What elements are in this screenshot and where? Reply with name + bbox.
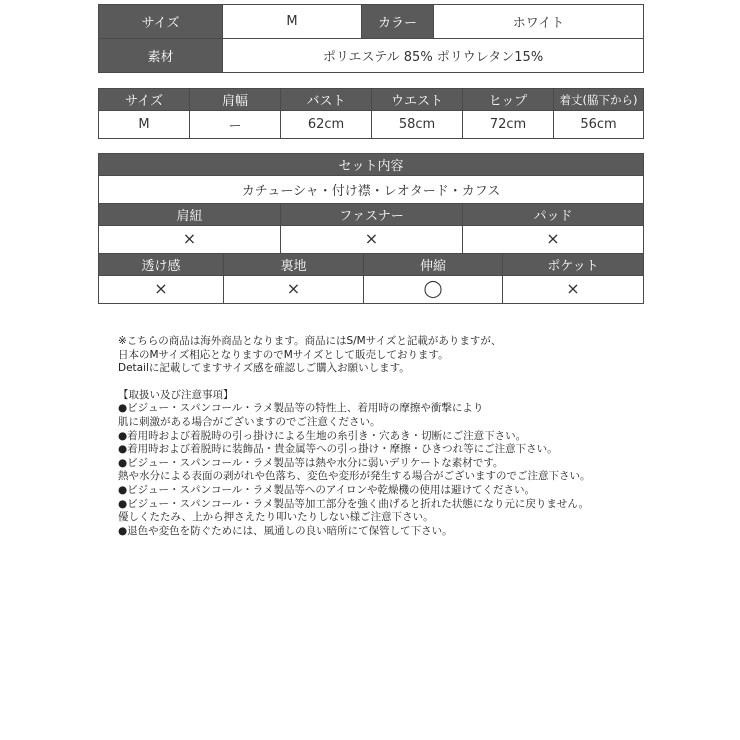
header-straps: 肩紐 xyxy=(99,204,281,226)
material-label: 素材 xyxy=(99,39,223,73)
set-contents-label: セット内容 xyxy=(99,154,644,176)
header-pocket: ポケット xyxy=(503,254,644,276)
header-shoulder: 肩幅 xyxy=(190,89,281,111)
note-line: 肌に刺激がある場合がございますのでご注意ください。 xyxy=(118,415,381,428)
value-size: M xyxy=(99,111,190,139)
color-value: ホワイト xyxy=(434,5,644,39)
note-line: 熱や水分による表面の剥がれや色落ち、変色や変形が発生する場合がございますのでご注意下さい。 xyxy=(118,470,591,483)
sheerness-cell xyxy=(99,276,224,304)
cross-mark: × xyxy=(364,229,379,248)
header-pad: パッド xyxy=(463,204,644,226)
value-hip: 72cm xyxy=(463,111,554,139)
size-label: サイズ xyxy=(99,5,223,39)
straps-cell xyxy=(99,226,281,254)
pocket-cell xyxy=(503,276,644,304)
cross-mark: × xyxy=(182,229,197,248)
note-line: ●退色や変色を防ぐためには、風通しの良い暗所にて保管して下さい。 xyxy=(118,524,453,537)
header-length: 着丈(脇下から) xyxy=(554,89,644,111)
measurement-table xyxy=(98,88,644,139)
note-line: ※こちらの商品は海外商品となります。商品にはS/Mサイズと記載がありますが、 xyxy=(118,335,502,347)
note-line: ●着用時および着脱時に装飾品・貴金属等への引っ掛け・摩擦・ひきつれ等にご注意下さい。 xyxy=(118,443,558,456)
header-sheerness: 透け感 xyxy=(99,254,224,276)
circle-mark: ◯ xyxy=(423,279,443,299)
cross-mark: × xyxy=(286,279,301,298)
zipper-cell xyxy=(281,226,463,254)
header-zipper: ファスナー xyxy=(281,204,463,226)
header-size: サイズ xyxy=(99,89,190,111)
stretch-cell xyxy=(364,276,503,304)
set-contents-value: カチューシャ・付け襟・レオタード・カフス xyxy=(99,176,644,204)
notes-block xyxy=(118,335,591,538)
header-hip: ヒップ xyxy=(463,89,554,111)
note-line: ●着用時および着脱時の引っ掛けによる生地の糸引き・穴あき・切断にご注意下さい。 xyxy=(118,429,527,442)
color-label: カラー xyxy=(362,5,434,39)
header-lining: 裏地 xyxy=(224,254,364,276)
value-shoulder: ー xyxy=(190,111,281,139)
pad-cell xyxy=(463,226,644,254)
header-bust: バスト xyxy=(281,89,372,111)
set-contents-table xyxy=(98,153,644,304)
cross-mark: × xyxy=(154,279,168,298)
note-line: ●ビジュー・スパンコール・ラメ製品等は熱や水分に弱いデリケートな素材です。 xyxy=(118,456,504,469)
value-length: 56cm xyxy=(554,111,644,139)
lining-cell xyxy=(224,276,364,304)
cross-mark: × xyxy=(566,279,580,298)
care-instructions xyxy=(118,389,591,539)
note-line: 優しくたたみ、上から押さえたり叩いたりしない様ご注意下さい。 xyxy=(118,511,434,524)
header-stretch: 伸縮 xyxy=(364,254,503,276)
note-line: Detailに記載してますサイズ感を確認しご購入お願いします。 xyxy=(118,362,410,375)
note-line: ●ビジュー・スパンコール・ラメ製品等へのアイロンや乾燥機の使用は避けてください。 xyxy=(118,483,535,496)
size-value: M xyxy=(223,5,362,39)
note-heading: 【取扱い及び注意事項】 xyxy=(118,388,234,401)
value-waist: 58cm xyxy=(372,111,463,139)
spec-table xyxy=(98,4,644,73)
note-line: 日本のMサイズ相応となりますのでMサイズとして販売しております。 xyxy=(118,348,449,361)
size-note xyxy=(118,335,591,376)
value-bust: 62cm xyxy=(281,111,372,139)
note-line: ●ビジュー・スパンコール・ラメ製品等の特性上、着用時の摩擦や衝撃により xyxy=(118,402,484,415)
cross-mark: × xyxy=(546,229,560,248)
note-line: ●ビジュー・スパンコール・ラメ製品等加工部分を強く曲げると折れた状態になり元に戻りません。 xyxy=(118,497,590,510)
material-value: ポリエステル 85% ポリウレタン15% xyxy=(223,39,644,73)
header-waist: ウエスト xyxy=(372,89,463,111)
